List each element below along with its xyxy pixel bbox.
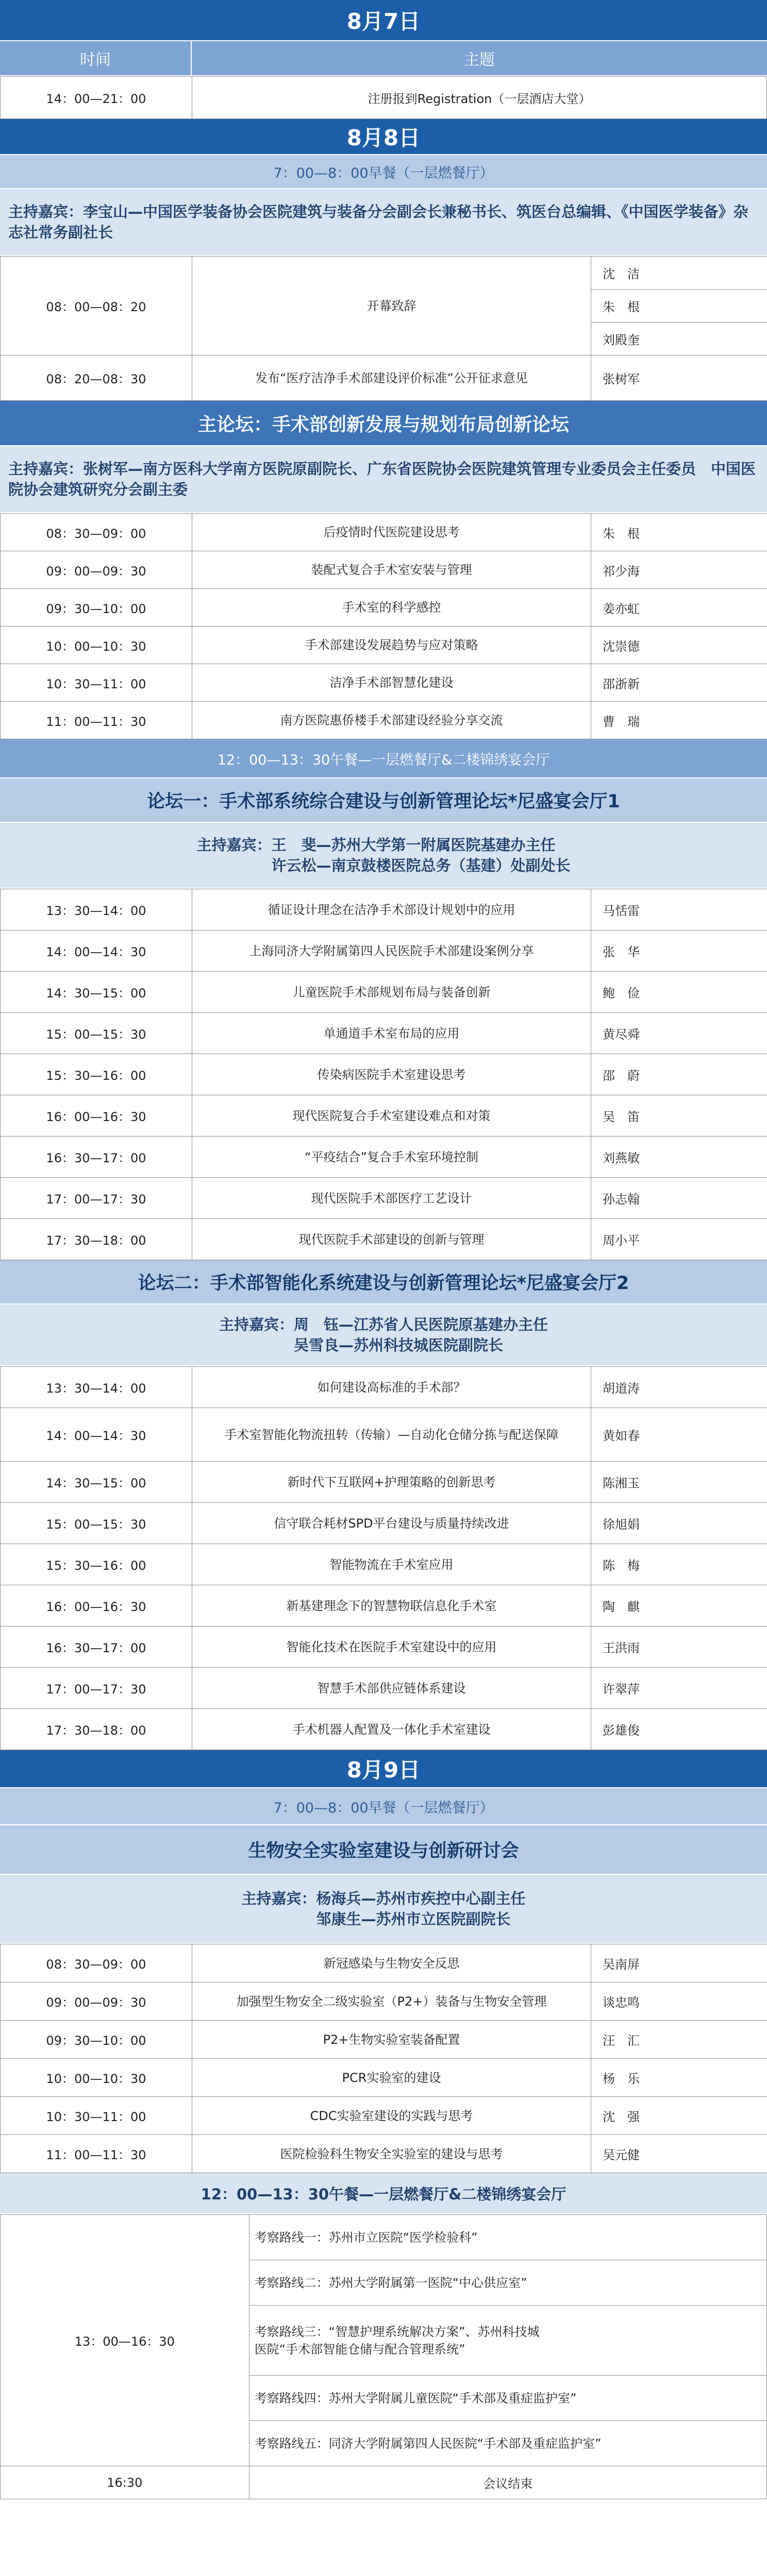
column-header-time: 时间	[0, 41, 192, 75]
forum1-host-line: 许云松—南京鼓楼医院总务（基建）处副处长	[271, 857, 571, 874]
table-row	[1, 2021, 767, 2059]
topic-cell: 新基建理念下的智慧物联信息化手术室	[192, 1585, 591, 1626]
breakfast-note: 7：00—8：00早餐（一层燃餐厅）	[0, 155, 767, 189]
topic-cell: 医院检验科生物安全实验室的建设与思考	[192, 2135, 591, 2173]
speaker-cell: 马恬雷	[591, 889, 767, 930]
forum2-host-line: 吴雪良—苏州科技城医院副院长	[293, 1336, 503, 1354]
topic-cell: 智能物流在手术室应用	[192, 1544, 591, 1585]
main-forum-table	[0, 513, 767, 739]
table-row	[1, 1585, 767, 1626]
opening-host	[0, 189, 767, 256]
time-cell: 16：00—16：30	[1, 1095, 192, 1137]
time-cell: 14：30—15：00	[1, 1462, 192, 1503]
time-cell: 14：30—15：00	[1, 972, 192, 1013]
table-row	[1, 355, 767, 401]
speaker-cell: 张树军	[591, 355, 767, 401]
forum1-table	[0, 889, 767, 1260]
topic-cell: 智慧手术部供应链体系建设	[192, 1668, 591, 1709]
table-row	[1, 2097, 767, 2135]
topic-cell: 上海同济大学附属第四人民医院手术部建设案例分享	[192, 930, 591, 972]
time-cell: 09：00—09：30	[1, 551, 192, 589]
forum2-host	[0, 1304, 767, 1366]
table-row	[1, 2215, 767, 2260]
speaker-cell: 徐旭娟	[591, 1503, 767, 1544]
topic-cell: P2+生物实验室装备配置	[192, 2021, 591, 2059]
day-header-aug8: 8月8日	[0, 119, 767, 155]
speaker-cell: 张 华	[591, 930, 767, 972]
table-row	[1, 1408, 767, 1462]
seminar-host-line: 邹康生—苏州市立医院副院长	[316, 1910, 511, 1928]
speaker-cell: 吴 笛	[591, 1095, 767, 1137]
speaker-cell: 邵 蔚	[591, 1054, 767, 1095]
time-cell: 08：30—09：00	[1, 514, 192, 551]
speaker-cell: 许翠萍	[591, 1668, 767, 1709]
table-row	[1, 1982, 767, 2021]
speaker-cell: 谈忠鸣	[591, 1982, 767, 2021]
time-cell: 15：00—15：30	[1, 1013, 192, 1054]
time-cell: 09：00—09：30	[1, 1982, 192, 2021]
forum1-host	[0, 823, 767, 889]
time-cell: 16：30—17：00	[1, 1137, 192, 1178]
forum1-host-line: 主持嘉宾：王 斐—苏州大学第一附属医院基建办主任	[196, 836, 556, 854]
column-header-topic: 主题	[192, 41, 767, 75]
speaker-cell: 沈 洁	[591, 257, 767, 290]
table-row	[1, 1367, 767, 1408]
topic-cell: 智能化技术在医院手术室建设中的应用	[192, 1626, 591, 1668]
time-cell: 17：00—17：30	[1, 1178, 192, 1219]
speaker-cell: 陈 梅	[591, 1544, 767, 1585]
forum1-title: 论坛一：手术部系统综合建设与创新管理论坛*尼盛宴会厅1	[0, 778, 767, 823]
table-row	[1, 1054, 767, 1095]
topic-cell: 手术室智能化物流扭转（传输）—自动化仓储分拣与配送保障	[192, 1408, 591, 1462]
table-row	[1, 2466, 767, 2499]
topic-cell: 循证设计理念在洁净手术部设计规划中的应用	[192, 889, 591, 930]
topic-cell: 手术部建设发展趋势与应对策略	[192, 626, 591, 664]
speaker-cell: 刘燕敏	[591, 1137, 767, 1178]
speaker-cell: 陶 麒	[591, 1585, 767, 1626]
table-row	[1, 889, 767, 930]
time-cell: 13：30—14：00	[1, 889, 192, 930]
speaker-cell: 吴南屏	[591, 1944, 767, 1982]
main-forum-host	[0, 446, 767, 513]
topic-cell: 新冠感染与生物安全反思	[192, 1944, 591, 1982]
topic-cell: 注册报到Registration（一层酒店大堂）	[192, 77, 767, 119]
speaker-cell: 沈崇德	[591, 626, 767, 664]
speaker-cell: 杨 乐	[591, 2059, 767, 2097]
table-row	[1, 2135, 767, 2173]
time-cell: 16：30—17：00	[1, 1626, 192, 1668]
time-cell: 11：00—11：30	[1, 2135, 192, 2173]
day-header-aug7: 8月7日	[0, 0, 767, 41]
speaker-cell: 邵浙新	[591, 664, 767, 702]
topic-cell: PCR实验室的建设	[192, 2059, 591, 2097]
column-header-row	[0, 41, 767, 76]
topic-cell: 单通道手术室布局的应用	[192, 1013, 591, 1054]
tour-table	[0, 2214, 767, 2499]
topic-cell: 开幕致辞	[192, 257, 591, 355]
time-cell: 13：30—14：00	[1, 1367, 192, 1408]
time-cell: 09：30—10：00	[1, 2021, 192, 2059]
topic-cell: 传染病医院手术室建设思考	[192, 1054, 591, 1095]
time-cell: 09：30—10：00	[1, 589, 192, 626]
table-row	[1, 1178, 767, 1219]
table-row	[1, 1709, 767, 1750]
seminar-host	[0, 1875, 767, 1944]
table-row	[1, 257, 767, 290]
table-row	[1, 1944, 767, 1982]
main-forum-host-text: 主持嘉宾：张树军—南方医科大学南方医院原副院长、广东省医院协会医院建筑管理专业委员会主任委员 中国医院协会建筑研究分会副主委	[8, 460, 756, 498]
table-row	[1, 1544, 767, 1585]
time-cell: 17：30—18：00	[1, 1709, 192, 1750]
closing-cell: 会议结束	[249, 2466, 766, 2499]
lunch-note-aug8: 12：00—13：30午餐—一层燃餐厅&二楼锦绣宴会厅	[0, 739, 767, 778]
seminar-table	[0, 1944, 767, 2173]
time-cell: 16：00—16：30	[1, 1585, 192, 1626]
table-row	[1, 972, 767, 1013]
time-cell: 15：00—15：30	[1, 1503, 192, 1544]
topic-cell: “平疫结合”复合手术室环境控制	[192, 1137, 591, 1178]
time-cell: 17：00—17：30	[1, 1668, 192, 1709]
topic-cell: 如何建设高标准的手术部？	[192, 1367, 591, 1408]
speaker-cell: 黄如春	[591, 1408, 767, 1462]
time-cell: 14：00—14：30	[1, 1408, 192, 1462]
seminar-host-line: 主持嘉宾：杨海兵—苏州市疾控中心副主任	[241, 1890, 526, 1907]
topic-cell: 手术室的科学感控	[192, 589, 591, 626]
time-cell: 08：30—09：00	[1, 1944, 192, 1982]
table-row	[1, 1668, 767, 1709]
topic-cell: 装配式复合手术室安装与管理	[192, 551, 591, 589]
table-row	[1, 589, 767, 626]
time-cell: 10：00—10：30	[1, 626, 192, 664]
time-cell: 14：00—21：00	[1, 77, 192, 119]
speaker-cell: 祁少海	[591, 551, 767, 589]
tour-route: 考察路线一：苏州市立医院“医学检验科”	[249, 2215, 766, 2260]
speaker-cell: 黄尽舜	[591, 1013, 767, 1054]
topic-cell: 现代医院复合手术室建设难点和对策	[192, 1095, 591, 1137]
table-row	[1, 1013, 767, 1054]
time-cell: 15：30—16：00	[1, 1544, 192, 1585]
topic-cell: 手术机器人配置及一体化手术室建设	[192, 1709, 591, 1750]
topic-cell: 新时代下互联网+护理策略的创新思考	[192, 1462, 591, 1503]
table-row	[1, 77, 767, 119]
table-row	[1, 1137, 767, 1178]
day1-table	[0, 76, 767, 119]
speaker-cell: 姜亦虹	[591, 589, 767, 626]
topic-cell: 信守联合耗材SPD平台建设与质量持续改进	[192, 1503, 591, 1544]
time-cell: 13：00—16：30	[1, 2215, 249, 2466]
time-cell: 15：30—16：00	[1, 1054, 192, 1095]
speaker-cell: 陈湘玉	[591, 1462, 767, 1503]
time-cell: 16:30	[1, 2466, 249, 2499]
tour-route: 考察路线二：苏州大学附属第一医院“中心供应室”	[249, 2260, 766, 2306]
time-cell: 08：00—08：20	[1, 257, 192, 355]
seminar-title: 生物安全实验室建设与创新研讨会	[0, 1825, 767, 1875]
table-row	[1, 514, 767, 551]
speaker-cell: 胡道涛	[591, 1367, 767, 1408]
table-row	[1, 1626, 767, 1668]
speaker-cell: 刘殿奎	[591, 323, 767, 355]
topic-cell: 发布“医疗洁净手术部建设评价标准”公开征求意见	[192, 355, 591, 401]
time-cell: 17：30—18：00	[1, 1219, 192, 1260]
lunch-note-aug9: 12：00—13：30午餐—一层燃餐厅&二楼锦绣宴会厅	[0, 2173, 767, 2214]
speaker-cell: 沈 强	[591, 2097, 767, 2135]
speaker-cell: 吴元健	[591, 2135, 767, 2173]
time-cell: 11：00—11：30	[1, 702, 192, 739]
time-cell: 10：00—10：30	[1, 2059, 192, 2097]
opening-table	[0, 256, 767, 401]
speaker-cell: 朱 根	[591, 514, 767, 551]
topic-cell: 南方医院惠侨楼手术部建设经验分享交流	[192, 702, 591, 739]
time-cell: 10：30—11：00	[1, 2097, 192, 2135]
table-row	[1, 664, 767, 702]
tour-route: 考察路线五：同济大学附属第四人民医院“手术部及重症监护室”	[249, 2421, 766, 2466]
breakfast-note-aug9: 7：00—8：00早餐（一层燃餐厅）	[0, 1788, 767, 1825]
table-row	[1, 930, 767, 972]
table-row	[1, 626, 767, 664]
topic-cell: 洁净手术部智慧化建设	[192, 664, 591, 702]
table-row	[1, 702, 767, 739]
forum2-title: 论坛二：手术部智能化系统建设与创新管理论坛*尼盛宴会厅2	[0, 1260, 767, 1304]
speaker-cell: 孙志翰	[591, 1178, 767, 1219]
tour-route: 考察路线四：苏州大学附属儿童医院“手术部及重症监护室”	[249, 2376, 766, 2421]
time-cell: 14：00—14：30	[1, 930, 192, 972]
time-cell: 08：20—08：30	[1, 355, 192, 401]
forum2-host-line: 主持嘉宾：周 钰—江苏省人民医院原基建办主任	[219, 1316, 548, 1333]
forum2-table	[0, 1366, 767, 1750]
table-row	[1, 1219, 767, 1260]
speaker-cell: 曹 瑞	[591, 702, 767, 739]
tour-route: 考察路线三：“智慧护理系统解决方案”、苏州科技城医院“手术部智能仓储与配合管理系统”	[249, 2306, 766, 2376]
table-row	[1, 1503, 767, 1544]
time-cell: 10：30—11：00	[1, 664, 192, 702]
topic-cell: 后疫情时代医院建设思考	[192, 514, 591, 551]
speaker-cell: 周小平	[591, 1219, 767, 1260]
speaker-cell: 鲍 俭	[591, 972, 767, 1013]
table-row	[1, 1095, 767, 1137]
topic-cell: 儿童医院手术部规划布局与装备创新	[192, 972, 591, 1013]
table-row	[1, 2059, 767, 2097]
topic-cell: 现代医院手术部建设的创新与管理	[192, 1219, 591, 1260]
topic-cell: CDC实验室建设的实践与思考	[192, 2097, 591, 2135]
speaker-cell: 朱 根	[591, 290, 767, 323]
topic-cell: 现代医院手术部医疗工艺设计	[192, 1178, 591, 1219]
main-forum-title: 主论坛：手术部创新发展与规划布局创新论坛	[0, 401, 767, 446]
topic-cell: 加强型生物安全二级实验室（P2+）装备与生物安全管理	[192, 1982, 591, 2021]
table-row	[1, 551, 767, 589]
speaker-cell: 王洪雨	[591, 1626, 767, 1668]
speaker-cell: 彭雄俊	[591, 1709, 767, 1750]
table-row	[1, 1462, 767, 1503]
speaker-cell: 汪 汇	[591, 2021, 767, 2059]
day-header-aug9: 8月9日	[0, 1750, 767, 1788]
opening-host-text: 主持嘉宾：李宝山—中国医学装备协会医院建筑与装备分会副会长兼秘书长、筑医台总编辑、《中国医学装备》杂志社常务副社长	[8, 203, 748, 241]
